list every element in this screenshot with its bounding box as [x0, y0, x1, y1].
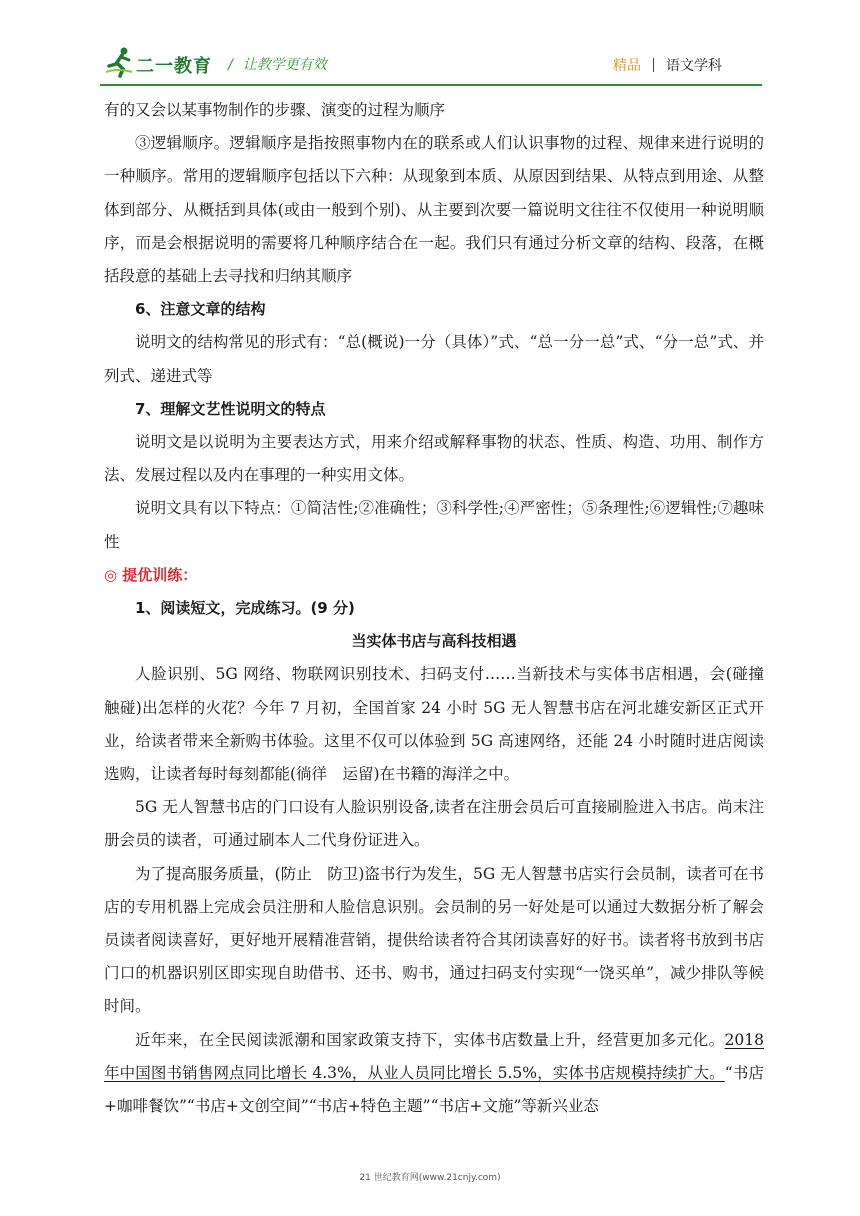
slogan-text: 让教学更有效 — [242, 57, 327, 73]
article-paragraph-4 — [104, 1024, 764, 1124]
paragraph-1: 有的又会以某事物制作的步骤、演变的过程为顺序 — [104, 101, 446, 119]
premium-label: 精品 — [613, 58, 641, 74]
article-paragraph-4-start: 近年来，在全民阅读派潮和国家政策支持下，实体书店数量上升，经营更加多元化。 — [135, 1030, 725, 1049]
site-logo[interactable] — [104, 46, 214, 78]
running-man-icon — [104, 46, 134, 78]
slogan — [228, 54, 327, 74]
logo-text: 二一教育 — [136, 56, 212, 77]
header-rule — [100, 84, 762, 86]
page-footer: 21 世纪教育网(www.21cnjy.com) — [359, 1173, 501, 1183]
article-paragraph-4-end: “书店+咖啡餐饮”“书店+文创空间”“书店+特色主题”“书店+文施”等新兴业态 — [104, 1063, 764, 1116]
header-right — [613, 55, 722, 75]
heading-6: 6、注意文章的结构 — [135, 300, 266, 319]
article-paragraph-1: 人脸识别、5G 网络、物联网识别技术、扫码支付……当新技术与实体书店相遇，会(碰撞 触碰)出怎样的火花？今年 7 月初，全国首家 24 小时 5G 无人智慧书店在河北雄安新区正式开业，给读者带来全新购书体验。这里不仅可以体验到 5G 高速网络，还能 24 小时随时进店阅读选购，让读者每时每刻都能(徜徉 运留)在书籍的海洋之中。 — [104, 665, 780, 784]
paragraph-structure: 说明文的结构常见的形式有：“总(概说)一分（具体）”式、“总一分一总”式、“分一总”式、并列式、递进式等 — [104, 333, 764, 385]
article-paragraph-3: 为了提高服务质量，(防止 防卫)盗书行为发生，5G 无人智慧书店实行会员制，读者可在书店的专用机器上完成会员注册和人脸信息识别。会员制的另一好处是可以通过大数据分析了解会员读者阅读喜好，更好地开展精准营销，提供给读者符合其闭读喜好的好书。读者将书放到书店门口的机器识别区即实现自助借书、还书、购书，通过扫码支付实现“一饶买单”，减少排队等候时间。 — [104, 864, 764, 1016]
paragraph-features: 说明文具有以下特点：①简洁性;②准确性；③科学性;④严密性；⑤条理性;⑥逻辑性;⑦趣味性 — [104, 499, 764, 551]
section-heading: ◎ 提优训练： — [104, 565, 198, 584]
article-paragraph-2: 5G 无人智慧书店的门口设有人脸识别设备,读者在注册会员后可直接刷脸进入书店。尚末注册会员的读者，可通过刷本人二代身份证进入。 — [104, 798, 764, 850]
document-body — [104, 94, 780, 1123]
slogan-slash: / — [228, 57, 233, 73]
article-title: 当实体书店与高科技相遇 — [351, 632, 517, 651]
subject-label: 语文学科 — [666, 58, 722, 74]
page-header — [100, 40, 762, 84]
header-divider — [653, 58, 654, 72]
underlined-sentence: 2018 年中国图书销售网点同比增长 4.3%，从业人员同比增长 5.5%，实体书店规模持续扩大。 — [104, 1030, 764, 1082]
paragraph-logical-order: ③逻辑顺序。逻辑顺序是指按照事物内在的联系或人们认识事物的过程、规律来进行说明的一种顺序。常用的逻辑顺序包括以下六种：从现象到本质、从原因到结果、从特点到用途、从整体到部分、从概括到具体(或由一般到个别)、从主要到次要一篇说明文往往不仅使用一种说明顺序，而是会根据说明的需要将几种顺序结合在一起。我们只有通过分析文章的结构、段落，在概括段意的基础上去寻找和归纳其顺序 — [104, 134, 764, 286]
paragraph-definition: 说明文是以说明为主要表达方式，用来介绍或解释事物的状态、性质、构造、功用、制作方法、发展过程以及内在事理的一种实用文体。 — [104, 433, 764, 485]
heading-7: 7、理解文艺性说明文的特点 — [135, 399, 326, 418]
question-1: 1、阅读短文，完成练习。(9 分) — [135, 599, 355, 618]
